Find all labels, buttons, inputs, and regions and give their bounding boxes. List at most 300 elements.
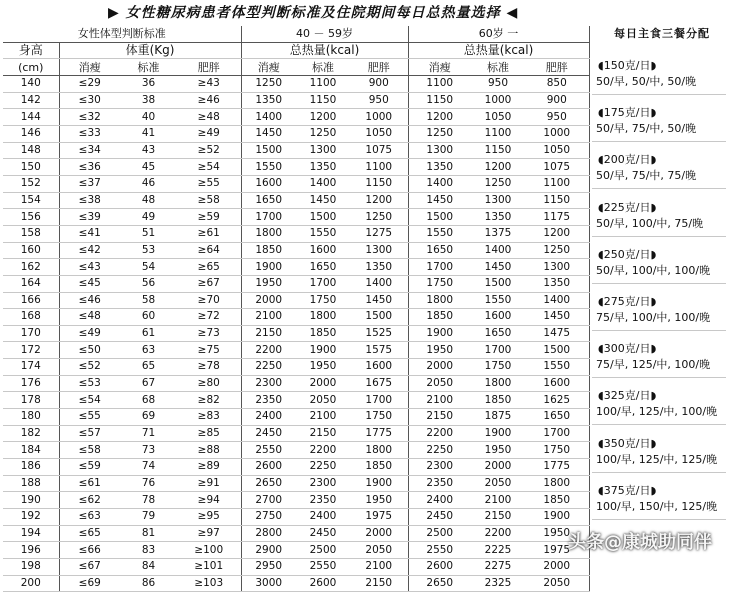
table-cell: ≥72 — [177, 309, 241, 326]
table-cell: 1550 — [296, 225, 350, 242]
table-cell: 1850 — [525, 492, 589, 509]
table-cell: 144 — [3, 109, 59, 126]
table-cell: 48 — [120, 192, 177, 209]
table-cell: 1350 — [525, 275, 589, 292]
table-cell: 1850 — [408, 309, 471, 326]
table-cell: 1400 — [241, 109, 296, 126]
table-cell: 1275 — [350, 225, 408, 242]
table-row — [3, 392, 589, 409]
table-cell: 1875 — [471, 409, 525, 426]
table-cell: 1750 — [296, 292, 350, 309]
table-cell: 2550 — [241, 442, 296, 459]
table-cell: 2050 — [350, 542, 408, 559]
table-cell: 1300 — [471, 192, 525, 209]
table-cell: 1600 — [241, 175, 296, 192]
table-cell: ≥43 — [177, 75, 241, 92]
table-cell: 2050 — [471, 475, 525, 492]
table-cell: 200 — [3, 575, 59, 592]
table-cell: 196 — [3, 542, 59, 559]
table-cell: ≤37 — [59, 175, 120, 192]
table-cell: 1900 — [408, 325, 471, 342]
table-cell: ≤61 — [59, 475, 120, 492]
table-row — [3, 459, 589, 476]
table-cell: 1800 — [471, 375, 525, 392]
table-cell: 1350 — [296, 159, 350, 176]
table-cell: 69 — [120, 409, 177, 426]
table-cell: ≤41 — [59, 225, 120, 242]
table-cell: 68 — [120, 392, 177, 409]
table-cell: 1850 — [350, 459, 408, 476]
table-cell: 1150 — [296, 92, 350, 109]
table-cell: 182 — [3, 425, 59, 442]
table-cell: 1950 — [525, 525, 589, 542]
table-cell: 2750 — [241, 509, 296, 526]
table-cell: 188 — [3, 475, 59, 492]
table-cell: 174 — [3, 359, 59, 376]
meal-amount: ◖175克/日◗ — [598, 106, 657, 120]
table-cell: 2400 — [296, 509, 350, 526]
table-row — [3, 575, 589, 592]
table-cell: 2200 — [471, 525, 525, 542]
table-cell: ≥65 — [177, 259, 241, 276]
table-cell: 162 — [3, 259, 59, 276]
table-cell: 38 — [120, 92, 177, 109]
table-cell: 2650 — [408, 575, 471, 592]
table-cell: 1850 — [471, 392, 525, 409]
table-cell: 150 — [3, 159, 59, 176]
table-cell: 194 — [3, 525, 59, 542]
table-cell: ≥95 — [177, 509, 241, 526]
table-cell: 1900 — [296, 342, 350, 359]
table-row — [3, 492, 589, 509]
table-row — [3, 375, 589, 392]
table-cell: ≥91 — [177, 475, 241, 492]
table-cell: 1500 — [471, 275, 525, 292]
table-cell: 2050 — [525, 575, 589, 592]
table-row — [3, 242, 589, 259]
table-row — [3, 442, 589, 459]
table-cell: 2200 — [408, 425, 471, 442]
table-cell: 1100 — [408, 75, 471, 92]
table-cell: 1950 — [350, 492, 408, 509]
meal-amount: ◖300克/日◗ — [598, 342, 657, 356]
table-cell: 2325 — [471, 575, 525, 592]
table-row — [3, 559, 589, 576]
table-cell: ≤36 — [59, 159, 120, 176]
table-cell: 1050 — [471, 109, 525, 126]
table-cell: 1250 — [408, 125, 471, 142]
meal-split: 50/早, 100/中, 100/晚 — [596, 263, 711, 277]
table-cell: 1250 — [350, 209, 408, 226]
table-cell: ≥52 — [177, 142, 241, 159]
table-row — [3, 425, 589, 442]
table-cell: ≤43 — [59, 259, 120, 276]
table-cell: ≥70 — [177, 292, 241, 309]
meal-amount: ◖225克/日◗ — [598, 200, 657, 214]
table-cell: ≥61 — [177, 225, 241, 242]
meal-plan-item — [592, 341, 732, 373]
table-cell: ≤34 — [59, 142, 120, 159]
table-row — [3, 159, 589, 176]
sub-header-cell: 肥胖 — [177, 59, 241, 76]
table-cell: 1550 — [241, 159, 296, 176]
table-cell: 81 — [120, 525, 177, 542]
table-row — [3, 325, 589, 342]
meal-split: 50/早, 75/中, 75/晚 — [596, 169, 697, 183]
column-header-row — [3, 42, 589, 59]
table-cell: 198 — [3, 559, 59, 576]
table-cell: 1150 — [471, 142, 525, 159]
table-cell: 1150 — [350, 175, 408, 192]
table-cell: ≤32 — [59, 109, 120, 126]
meal-divider — [592, 188, 726, 189]
table-cell: 2450 — [408, 509, 471, 526]
table-row — [3, 292, 589, 309]
table-cell: 2000 — [525, 559, 589, 576]
table-cell: 2700 — [241, 492, 296, 509]
table-cell: 1775 — [350, 425, 408, 442]
table-cell: 1800 — [350, 442, 408, 459]
table-cell: 2150 — [350, 575, 408, 592]
table-cell: 3000 — [241, 575, 296, 592]
table-cell: 1500 — [296, 209, 350, 226]
age-group-1-header: 40 － 59岁 — [241, 26, 408, 42]
table-cell: 1000 — [350, 109, 408, 126]
table-cell: 168 — [3, 309, 59, 326]
table-cell: 1700 — [296, 275, 350, 292]
table-cell: ≤33 — [59, 125, 120, 142]
table-cell: ≤57 — [59, 425, 120, 442]
table-cell: 1800 — [241, 225, 296, 242]
sub-header-row — [3, 59, 589, 76]
table-cell: ≥55 — [177, 175, 241, 192]
table-cell: 172 — [3, 342, 59, 359]
meal-plan-item — [592, 388, 732, 420]
table-cell: 950 — [471, 75, 525, 92]
table-cell: 1200 — [471, 159, 525, 176]
table-cell: 2550 — [408, 542, 471, 559]
table-cell: ≤42 — [59, 242, 120, 259]
table-cell: 2200 — [241, 342, 296, 359]
table-cell: 54 — [120, 259, 177, 276]
table-cell: 1200 — [296, 109, 350, 126]
sub-header-cell: 消瘦 — [59, 59, 120, 76]
table-cell: 1375 — [471, 225, 525, 242]
meal-distribution-title: 每日主食三餐分配 — [614, 27, 710, 40]
table-cell: ≤52 — [59, 359, 120, 376]
meal-plan-item — [592, 483, 732, 515]
meal-plan-item — [592, 152, 732, 184]
table-cell: 1700 — [525, 425, 589, 442]
table-cell: 1050 — [350, 125, 408, 142]
table-cell: 1300 — [525, 259, 589, 276]
table-cell: 1775 — [525, 459, 589, 476]
table-cell: 1400 — [350, 275, 408, 292]
group-header-row — [3, 26, 589, 42]
table-cell: 2200 — [296, 442, 350, 459]
table-cell: 1000 — [471, 92, 525, 109]
table-row — [3, 542, 589, 559]
table-row — [3, 209, 589, 226]
table-cell: 2600 — [408, 559, 471, 576]
meal-amount: ◖150克/日◗ — [598, 59, 657, 72]
age-group-2-header: 60岁 一 — [408, 26, 589, 42]
table-cell: ≤58 — [59, 442, 120, 459]
table-cell: 2600 — [296, 575, 350, 592]
table-cell: 1150 — [408, 92, 471, 109]
table-cell: 1400 — [296, 175, 350, 192]
meal-amount: ◖200克/日◗ — [598, 153, 657, 167]
table-cell: 1575 — [350, 342, 408, 359]
table-cell: 1525 — [350, 325, 408, 342]
table-cell: 2000 — [408, 359, 471, 376]
table-cell: 1500 — [525, 342, 589, 359]
table-cell: ≤46 — [59, 292, 120, 309]
table-cell: 2450 — [296, 525, 350, 542]
table-cell: 1650 — [408, 242, 471, 259]
table-cell: ≥73 — [177, 325, 241, 342]
table-cell: 1500 — [350, 309, 408, 326]
table-cell: 1350 — [350, 259, 408, 276]
table-cell: ≥82 — [177, 392, 241, 409]
table-cell: 1100 — [471, 125, 525, 142]
table-cell: 1900 — [471, 425, 525, 442]
table-cell: 1200 — [525, 225, 589, 242]
meal-split: 75/早, 125/中, 100/晚 — [596, 358, 711, 372]
table-row — [3, 525, 589, 542]
table-cell: ≤54 — [59, 392, 120, 409]
table-cell: 1175 — [525, 209, 589, 226]
table-cell: 2150 — [408, 409, 471, 426]
table-cell: 176 — [3, 375, 59, 392]
table-cell: 45 — [120, 159, 177, 176]
table-cell: 1075 — [525, 159, 589, 176]
table-cell: 1900 — [525, 509, 589, 526]
table-row — [3, 509, 589, 526]
table-row — [3, 175, 589, 192]
table-cell: 1975 — [525, 542, 589, 559]
table-cell: 1600 — [471, 309, 525, 326]
table-cell: ≥49 — [177, 125, 241, 142]
table-cell: 1350 — [471, 209, 525, 226]
table-row — [3, 225, 589, 242]
table-cell: 2400 — [241, 409, 296, 426]
table-cell: ≤30 — [59, 92, 120, 109]
table-cell: 1450 — [408, 192, 471, 209]
table-cell: 2050 — [408, 375, 471, 392]
table-cell: 2150 — [241, 325, 296, 342]
table-cell: 1975 — [350, 509, 408, 526]
table-row — [3, 409, 589, 426]
table-cell: 2500 — [408, 525, 471, 542]
meal-amount: ◖350克/日◗ — [598, 436, 657, 450]
sub-header-cell: 标准 — [471, 59, 525, 76]
meal-split: 50/早, 75/中, 50/晚 — [596, 122, 697, 136]
table-cell: 74 — [120, 459, 177, 476]
table-cell: 1100 — [350, 159, 408, 176]
table-cell: 2500 — [296, 542, 350, 559]
table-cell: 2650 — [241, 475, 296, 492]
table-row — [3, 192, 589, 209]
table-cell: ≥58 — [177, 192, 241, 209]
table-cell: 56 — [120, 275, 177, 292]
table-cell: ≥85 — [177, 425, 241, 442]
table-cell: 2950 — [241, 559, 296, 576]
table-row — [3, 92, 589, 109]
table-cell: 61 — [120, 325, 177, 342]
table-cell: 170 — [3, 325, 59, 342]
table-cell: 156 — [3, 209, 59, 226]
meal-plan-item — [592, 200, 732, 232]
table-cell: 43 — [120, 142, 177, 159]
meal-divider — [592, 236, 726, 237]
meal-plan-item — [592, 58, 732, 90]
table-cell: ≤59 — [59, 459, 120, 476]
table-cell: 2000 — [350, 525, 408, 542]
meal-plan-item — [592, 105, 732, 137]
weight-header: 体重(Kg) — [59, 42, 241, 59]
table-cell: ≤49 — [59, 325, 120, 342]
table-cell: 166 — [3, 292, 59, 309]
table-cell: 2000 — [241, 292, 296, 309]
table-cell: 83 — [120, 542, 177, 559]
table-cell: 1850 — [296, 325, 350, 342]
table-cell: 2000 — [296, 375, 350, 392]
table-cell: 1075 — [350, 142, 408, 159]
table-cell: 71 — [120, 425, 177, 442]
meal-split: 75/早, 100/中, 100/晚 — [596, 311, 711, 324]
table-cell: 1600 — [350, 359, 408, 376]
table-cell: 1100 — [525, 175, 589, 192]
meal-plan-item — [592, 294, 732, 326]
table-cell: ≤66 — [59, 542, 120, 559]
table-cell: ≥83 — [177, 409, 241, 426]
watermark: 头条@康城助同伴 — [568, 532, 712, 553]
table-cell: 1950 — [471, 442, 525, 459]
table-cell: 1550 — [525, 359, 589, 376]
table-cell: 2300 — [296, 475, 350, 492]
table-cell: 1350 — [241, 92, 296, 109]
table-row — [3, 125, 589, 142]
table-cell: 1400 — [525, 292, 589, 309]
table-row — [3, 109, 589, 126]
meal-split: 100/早, 125/中, 125/晚 — [596, 452, 718, 466]
table-cell: 1300 — [296, 142, 350, 159]
table-row — [3, 142, 589, 159]
meal-divider — [592, 283, 726, 284]
table-cell: 148 — [3, 142, 59, 159]
table-cell: ≤39 — [59, 209, 120, 226]
table-cell: 79 — [120, 509, 177, 526]
table-cell: 58 — [120, 292, 177, 309]
table-cell: ≤65 — [59, 525, 120, 542]
sub-header-cell: (cm) — [3, 59, 59, 76]
table-cell: 1450 — [525, 309, 589, 326]
table-cell: 1200 — [408, 109, 471, 126]
table-cell: 1500 — [241, 142, 296, 159]
table-cell: ≥103 — [177, 575, 241, 592]
table-cell: 1350 — [408, 159, 471, 176]
table-cell: 2250 — [241, 359, 296, 376]
calories-header-1: 总热量(kcal) — [241, 42, 408, 59]
table-cell: 1650 — [471, 325, 525, 342]
table-cell: ≤29 — [59, 75, 120, 92]
table-cell: 1050 — [525, 142, 589, 159]
table-cell: 180 — [3, 409, 59, 426]
table-cell: 154 — [3, 192, 59, 209]
table-cell: ≥64 — [177, 242, 241, 259]
table-cell: 1750 — [525, 442, 589, 459]
table-cell: ≥100 — [177, 542, 241, 559]
table-cell: 76 — [120, 475, 177, 492]
table-cell: 1675 — [350, 375, 408, 392]
table-cell: 1300 — [408, 142, 471, 159]
meal-amount: ◖250克/日◗ — [598, 247, 657, 261]
table-row — [3, 342, 589, 359]
meal-divider — [592, 377, 726, 378]
table-cell: 2600 — [241, 459, 296, 476]
page-title: ▶ 女性糖尿病患者体型判断标准及住院期间每日总热量选择 ◀ — [108, 5, 519, 21]
table-cell: 86 — [120, 575, 177, 592]
table-cell: 1700 — [408, 259, 471, 276]
table-cell: 142 — [3, 92, 59, 109]
table-cell: 184 — [3, 442, 59, 459]
table-cell: 41 — [120, 125, 177, 142]
meal-amount: ◖375克/日◗ — [598, 483, 657, 497]
table-cell: 186 — [3, 459, 59, 476]
table-cell: 2150 — [471, 509, 525, 526]
table-cell: 65 — [120, 359, 177, 376]
table-cell: 140 — [3, 75, 59, 92]
table-cell: 1750 — [408, 275, 471, 292]
table-cell: 1950 — [296, 359, 350, 376]
table-cell: ≤55 — [59, 409, 120, 426]
table-cell: ≥78 — [177, 359, 241, 376]
table-cell: ≥67 — [177, 275, 241, 292]
table-cell: 1250 — [296, 125, 350, 142]
table-cell: 40 — [120, 109, 177, 126]
table-cell: 60 — [120, 309, 177, 326]
table-cell: ≥48 — [177, 109, 241, 126]
table-cell: 1100 — [296, 75, 350, 92]
table-cell: 1650 — [296, 259, 350, 276]
meal-plan-item — [592, 436, 732, 468]
table-cell: ≥59 — [177, 209, 241, 226]
table-cell: ≤67 — [59, 559, 120, 576]
table-cell: 63 — [120, 342, 177, 359]
table-cell: ≥97 — [177, 525, 241, 542]
table-cell: 1625 — [525, 392, 589, 409]
calories-header-2: 总热量(kcal) — [408, 42, 589, 59]
table-cell: ≤45 — [59, 275, 120, 292]
table-cell: 2900 — [241, 542, 296, 559]
table-cell: 2350 — [296, 492, 350, 509]
table-cell: 1150 — [525, 192, 589, 209]
table-cell: 1750 — [350, 409, 408, 426]
table-cell: 1450 — [350, 292, 408, 309]
meal-split: 50/早, 50/中, 50/晚 — [596, 75, 697, 88]
table-cell: 2350 — [241, 392, 296, 409]
table-cell: 1650 — [241, 192, 296, 209]
table-cell: 164 — [3, 275, 59, 292]
table-cell: 2250 — [408, 442, 471, 459]
table-cell: ≤50 — [59, 342, 120, 359]
table-cell: 1550 — [408, 225, 471, 242]
table-cell: 2000 — [471, 459, 525, 476]
table-cell: 1000 — [525, 125, 589, 142]
table-cell: 1850 — [241, 242, 296, 259]
sub-header-cell: 标准 — [120, 59, 177, 76]
